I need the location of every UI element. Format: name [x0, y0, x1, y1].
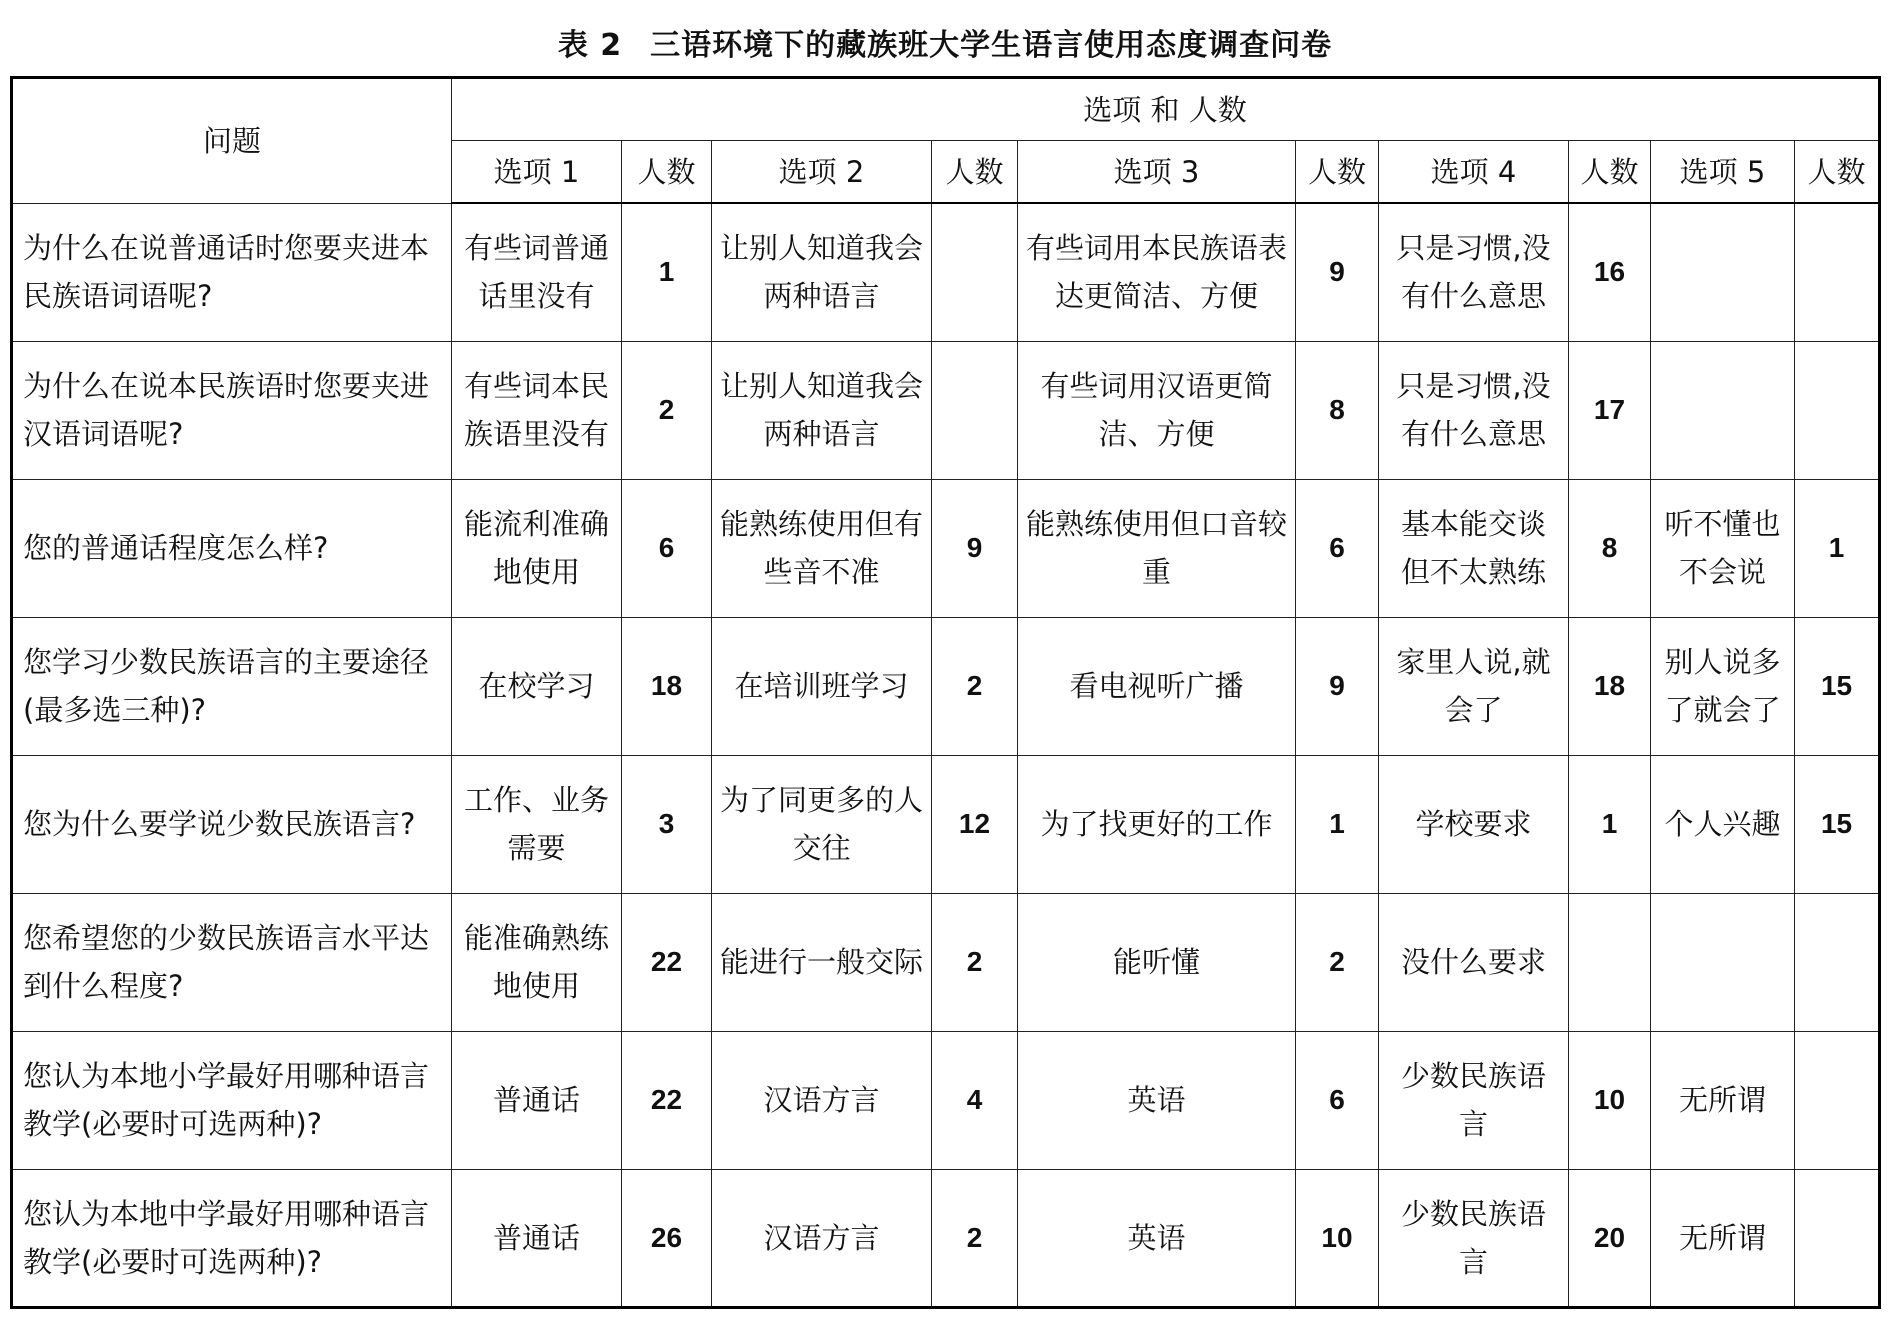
- count-cell: 9: [932, 479, 1018, 617]
- count-3-header: 人数: [1296, 141, 1379, 204]
- option-cell: 有些词本民族语里没有: [452, 341, 622, 479]
- question-cell: 为什么在说本民族语时您要夹进汉语词语呢?: [12, 341, 452, 479]
- option-1-header: 选项 1: [452, 141, 622, 204]
- table-row: [12, 1169, 1880, 1307]
- option-cell: 能准确熟练地使用: [452, 893, 622, 1031]
- question-cell: 您的普通话程度怎么样?: [12, 479, 452, 617]
- count-cell: 2: [932, 1169, 1018, 1307]
- question-cell: 为什么在说普通话时您要夹进本民族语词语呢?: [12, 203, 452, 341]
- count-cell: 1: [1795, 479, 1880, 617]
- option-cell: 少数民族语言: [1379, 1031, 1569, 1169]
- option-cell: 有些词普通话里没有: [452, 203, 622, 341]
- header-row-top: [12, 78, 1880, 141]
- option-cell: 个人兴趣: [1651, 755, 1795, 893]
- option-cell: 别人说多了就会了: [1651, 617, 1795, 755]
- option-cell: 有些词用汉语更简洁、方便: [1018, 341, 1296, 479]
- count-cell: 10: [1569, 1031, 1651, 1169]
- count-cell: 20: [1569, 1169, 1651, 1307]
- count-2-header: 人数: [932, 141, 1018, 204]
- option-cell: 英语: [1018, 1031, 1296, 1169]
- table-row: [12, 617, 1880, 755]
- option-cell: 有些词用本民族语表达更简洁、方便: [1018, 203, 1296, 341]
- option-cell: 工作、业务需要: [452, 755, 622, 893]
- count-cell: 15: [1795, 755, 1880, 893]
- option-cell: 英语: [1018, 1169, 1296, 1307]
- count-cell: 22: [622, 893, 712, 1031]
- count-cell: 8: [1569, 479, 1651, 617]
- count-4-header: 人数: [1569, 141, 1651, 204]
- table-row: [12, 755, 1880, 893]
- option-cell: [1651, 203, 1795, 341]
- count-1-header: 人数: [622, 141, 712, 204]
- option-cell: 没什么要求: [1379, 893, 1569, 1031]
- option-cell: 家里人说,就会了: [1379, 617, 1569, 755]
- count-cell: 2: [1296, 893, 1379, 1031]
- option-cell: 看电视听广播: [1018, 617, 1296, 755]
- question-cell: 您学习少数民族语言的主要途径(最多选三种)?: [12, 617, 452, 755]
- option-cell: 只是习惯,没有什么意思: [1379, 203, 1569, 341]
- count-cell: 2: [932, 893, 1018, 1031]
- option-cell: 能流利准确地使用: [452, 479, 622, 617]
- count-cell: 12: [932, 755, 1018, 893]
- count-cell: [1795, 203, 1880, 341]
- question-cell: 您认为本地小学最好用哪种语言教学(必要时可选两种)?: [12, 1031, 452, 1169]
- option-cell: 学校要求: [1379, 755, 1569, 893]
- count-cell: 15: [1795, 617, 1880, 755]
- count-cell: 22: [622, 1031, 712, 1169]
- option-cell: [1651, 893, 1795, 1031]
- option-cell: 让别人知道我会两种语言: [712, 203, 932, 341]
- count-cell: [932, 341, 1018, 479]
- count-cell: 6: [1296, 1031, 1379, 1169]
- count-cell: 26: [622, 1169, 712, 1307]
- survey-table: [10, 76, 1881, 1309]
- count-cell: 1: [622, 203, 712, 341]
- table-row: [12, 893, 1880, 1031]
- table-row: [12, 1031, 1880, 1169]
- option-cell: 在校学习: [452, 617, 622, 755]
- option-cell: 能听懂: [1018, 893, 1296, 1031]
- option-cell: 无所谓: [1651, 1169, 1795, 1307]
- option-cell: 能进行一般交际: [712, 893, 932, 1031]
- option-cell: 只是习惯,没有什么意思: [1379, 341, 1569, 479]
- count-cell: 18: [622, 617, 712, 755]
- question-cell: 您为什么要学说少数民族语言?: [12, 755, 452, 893]
- count-cell: 10: [1296, 1169, 1379, 1307]
- option-cell: 能熟练使用但有些音不准: [712, 479, 932, 617]
- options-group-header: 选项 和 人数: [452, 78, 1880, 141]
- count-cell: 9: [1296, 617, 1379, 755]
- count-cell: 2: [622, 341, 712, 479]
- count-cell: 16: [1569, 203, 1651, 341]
- count-cell: 9: [1296, 203, 1379, 341]
- option-2-header: 选项 2: [712, 141, 932, 204]
- option-cell: 普通话: [452, 1169, 622, 1307]
- question-header: 问题: [12, 78, 452, 204]
- option-cell: 为了找更好的工作: [1018, 755, 1296, 893]
- table-number: 表 2: [557, 28, 623, 63]
- count-cell: [932, 203, 1018, 341]
- option-cell: 为了同更多的人交往: [712, 755, 932, 893]
- count-cell: [1795, 1031, 1880, 1169]
- table-title: 三语环境下的藏族班大学生语言使用态度调查问卷: [650, 28, 1333, 63]
- count-cell: 1: [1296, 755, 1379, 893]
- option-cell: 汉语方言: [712, 1031, 932, 1169]
- count-cell: 17: [1569, 341, 1651, 479]
- option-cell: 基本能交谈但不太熟练: [1379, 479, 1569, 617]
- option-5-header: 选项 5: [1651, 141, 1795, 204]
- option-cell: 汉语方言: [712, 1169, 932, 1307]
- count-cell: 3: [622, 755, 712, 893]
- option-cell: 无所谓: [1651, 1031, 1795, 1169]
- count-cell: [1795, 893, 1880, 1031]
- count-cell: 6: [1296, 479, 1379, 617]
- option-cell: [1651, 341, 1795, 479]
- count-cell: [1795, 1169, 1880, 1307]
- count-cell: [1569, 893, 1651, 1031]
- option-cell: 普通话: [452, 1031, 622, 1169]
- option-cell: 在培训班学习: [712, 617, 932, 755]
- option-cell: 让别人知道我会两种语言: [712, 341, 932, 479]
- question-cell: 您认为本地中学最好用哪种语言教学(必要时可选两种)?: [12, 1169, 452, 1307]
- question-cell: 您希望您的少数民族语言水平达到什么程度?: [12, 893, 452, 1031]
- table-caption: [0, 20, 1890, 64]
- count-5-header: 人数: [1795, 141, 1880, 204]
- count-cell: 8: [1296, 341, 1379, 479]
- table-row: [12, 479, 1880, 617]
- option-cell: 少数民族语言: [1379, 1169, 1569, 1307]
- count-cell: 4: [932, 1031, 1018, 1169]
- option-cell: 能熟练使用但口音较重: [1018, 479, 1296, 617]
- count-cell: 2: [932, 617, 1018, 755]
- count-cell: 1: [1569, 755, 1651, 893]
- table-row: [12, 341, 1880, 479]
- option-cell: 听不懂也不会说: [1651, 479, 1795, 617]
- count-cell: 6: [622, 479, 712, 617]
- table-row: [12, 203, 1880, 341]
- option-3-header: 选项 3: [1018, 141, 1296, 204]
- option-4-header: 选项 4: [1379, 141, 1569, 204]
- count-cell: 18: [1569, 617, 1651, 755]
- count-cell: [1795, 341, 1880, 479]
